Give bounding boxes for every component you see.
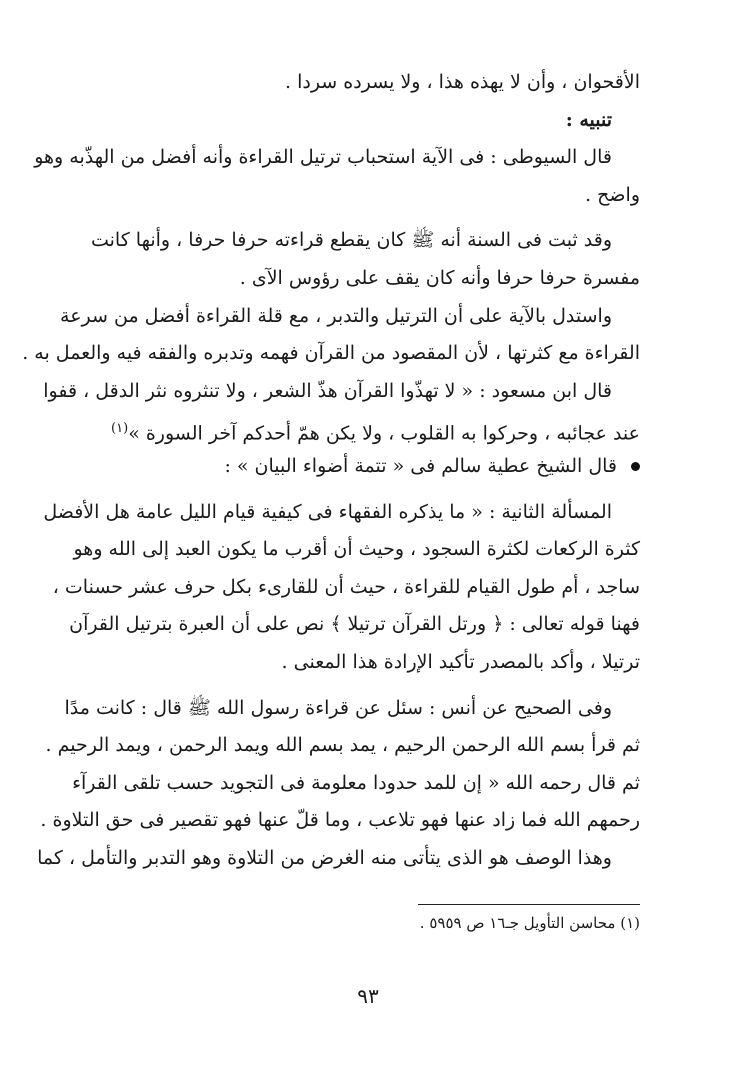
text-line-with-footnote <box>100 410 640 448</box>
text-line: قال الشيخ عطية سالم فى « تتمة أضواء البيان » : <box>224 454 617 477</box>
text-line: رحمهم الله فما زاد عنها فهو تلاعب ، وما قلّ عنها فهو تقصير فى حق التلاوة . <box>40 809 640 832</box>
text-line: ساجد ، أم طول القيام للقراءة ، حيث أن للقارىء بكل حرف عشر حسنات ، <box>52 575 640 598</box>
text-line: القراءة مع كثرتها ، لأن المقصود من القرآن فهمه وتدبره والفقه فيه والعمل به . <box>22 342 640 365</box>
text-line: وهذا الوصف هو الذى يتأتى منه الغرض من التلاوة وهو التدبر والتأمل ، كما <box>37 846 612 869</box>
text-line: فهنا قوله تعالى : ﴿ ورتل القرآن ترتيلا ﴾ نص على أن العبرة بترتيل القرآن <box>69 613 640 636</box>
text-line: وقد ثبت فى السنة أنه ﷺ كان يقطع قراءته حرفا حرفا ، وأنها كانت <box>90 229 612 252</box>
text-line: المسألة الثانية : « ما يذكره الفقهاء فى كيفية قيام الليل عامة هل الأفضل <box>43 500 612 523</box>
text-line: ثم قال رحمه الله « إن للمد حدودا معلومة فى التجويد حسب تلقى القرآء <box>72 771 640 794</box>
text-line: عند عجائبه ، وحركوا به القلوب ، ولا يكن همّ أحدكم آخر السورة » <box>128 422 640 445</box>
text-line: قال السيوطى : فى الآية استحباب ترتيل القراءة وأنه أفضل من الهذّبه وهو <box>34 146 612 169</box>
page-number: ٩٣ <box>357 984 379 1008</box>
text-line: واستدل بالآية على أن الترتيل والتدبر ، مع قلة القراءة أفضل من سرعة <box>60 304 612 327</box>
footnote-marker: (١) <box>111 421 129 437</box>
main-text <box>22 64 640 877</box>
footnote-divider <box>418 904 640 905</box>
footnote: (١) محاسن التأويل جـ١٦ ص ٥٩٥٩ . <box>419 914 640 932</box>
text-line: واضح . <box>585 183 640 206</box>
text-line: ترتيلا ، وأكد بالمصدر تأكيد الإرادة هذا المعنى . <box>281 650 640 673</box>
text-line: ثم قرأ بسم الله الرحمن الرحيم ، يمد بسم الله ويمد الرحمن ، ويمد الرحيم . <box>45 734 640 757</box>
section-heading: تنبيه : <box>565 108 612 131</box>
bullet-dot-icon <box>631 462 640 471</box>
text-line: قال ابن مسعود : « لا تهذّوا القرآن هذّ الشعر ، ولا تنثروه نثر الدقل ، قفوا <box>43 379 612 402</box>
text-line: كثرة الركعات لكثرة السجود ، وحيث أن أقرب ما يكون العبد إلى الله وهو <box>73 538 640 561</box>
text-line: الأقحوان ، وأن لا يهذه هذا ، ولا يسرده سردا . <box>285 71 640 93</box>
bullet-line <box>100 448 640 486</box>
text-line: مفسرة حرفا حرفا وأنه كان يقف على رؤوس الآى . <box>239 266 640 289</box>
text-line: وفى الصحيح عن أنس : سئل عن قراءة رسول الله ﷺ قال : كانت مدًا <box>64 696 612 719</box>
